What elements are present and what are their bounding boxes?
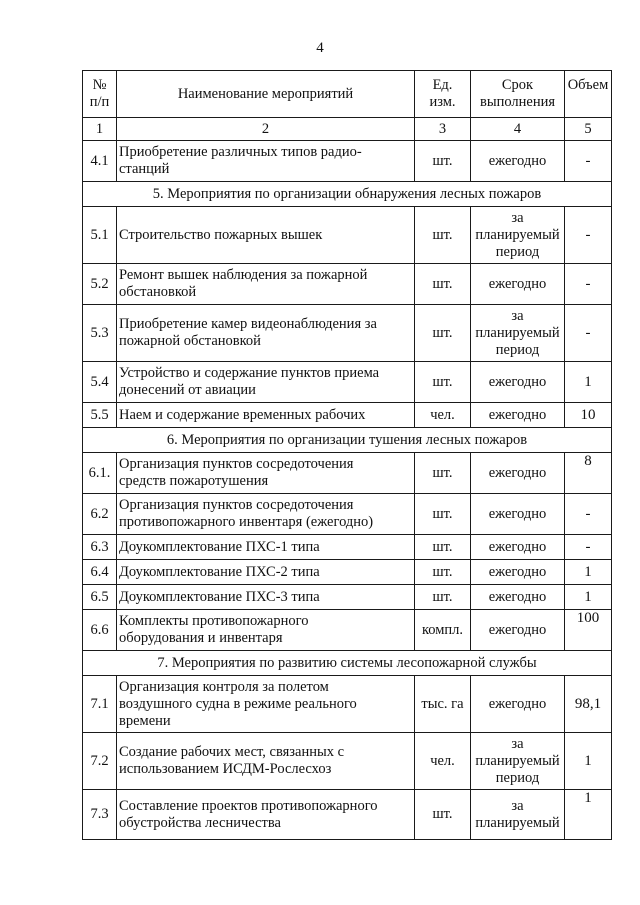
- row-name: Организация пунктов сосредоточения средств пожаротушения: [117, 453, 415, 494]
- row-name: Комплекты противопожарного оборудования и инвентаря: [117, 610, 415, 651]
- row-volume: -: [565, 305, 612, 362]
- row-unit: чел.: [415, 403, 471, 428]
- header-num: № п/п: [83, 71, 117, 118]
- row-unit: шт.: [415, 362, 471, 403]
- section-title: 6. Мероприятия по организации тушения лесных пожаров: [83, 428, 612, 453]
- table-row: [83, 560, 612, 585]
- row-unit: шт.: [415, 453, 471, 494]
- row-unit: шт.: [415, 585, 471, 610]
- row-volume: 1: [565, 585, 612, 610]
- row-unit: тыс. га: [415, 676, 471, 733]
- row-volume: 100: [565, 610, 612, 651]
- row-num: 5.3: [83, 305, 117, 362]
- row-term: за планируемый период: [471, 305, 565, 362]
- section-row: [83, 428, 612, 453]
- header-unit: Ед. изм.: [415, 71, 471, 118]
- row-term: ежегодно: [471, 676, 565, 733]
- row-name: Составление проектов противопожарного обустройства лесничества: [117, 790, 415, 840]
- row-term: ежегодно: [471, 403, 565, 428]
- header-volume: Объем: [565, 71, 612, 118]
- row-unit: шт.: [415, 264, 471, 305]
- row-unit: шт.: [415, 141, 471, 182]
- row-volume: 1: [565, 790, 612, 840]
- row-num: 6.4: [83, 560, 117, 585]
- row-term: ежегодно: [471, 494, 565, 535]
- row-unit: шт.: [415, 560, 471, 585]
- row-term: за планируемый период: [471, 207, 565, 264]
- section-row: [83, 651, 612, 676]
- index-cell: 3: [415, 118, 471, 141]
- row-name: Доукомплектование ПХС-2 типа: [117, 560, 415, 585]
- row-term: ежегодно: [471, 610, 565, 651]
- row-volume: 1: [565, 362, 612, 403]
- row-volume: 1: [565, 733, 612, 790]
- row-name: Доукомплектование ПХС-1 типа: [117, 535, 415, 560]
- table-row: [83, 585, 612, 610]
- row-volume: 8: [565, 453, 612, 494]
- row-name: Доукомплектование ПХС-3 типа: [117, 585, 415, 610]
- column-index-row: [83, 118, 612, 141]
- header-name: Наименование мероприятий: [117, 71, 415, 118]
- index-cell: 2: [117, 118, 415, 141]
- table-row: [83, 535, 612, 560]
- row-name: Приобретение различных типов радио- станций: [117, 141, 415, 182]
- row-term: за планируемый период: [471, 733, 565, 790]
- row-term: ежегодно: [471, 535, 565, 560]
- row-num: 5.4: [83, 362, 117, 403]
- row-volume: -: [565, 535, 612, 560]
- table-row: [83, 264, 612, 305]
- table-row: [83, 610, 612, 651]
- row-unit: шт.: [415, 494, 471, 535]
- row-unit: шт.: [415, 305, 471, 362]
- section-title: 5. Мероприятия по организации обнаружения лесных пожаров: [83, 182, 612, 207]
- row-name: Ремонт вышек наблюдения за пожарной обстановкой: [117, 264, 415, 305]
- row-term: за планируемый: [471, 790, 565, 840]
- row-unit: шт.: [415, 207, 471, 264]
- page-number: 4: [316, 40, 324, 56]
- table-row: [83, 733, 612, 790]
- row-term: ежегодно: [471, 264, 565, 305]
- row-volume: -: [565, 207, 612, 264]
- row-volume: -: [565, 141, 612, 182]
- row-term: ежегодно: [471, 560, 565, 585]
- table-row: [83, 494, 612, 535]
- row-num: 6.3: [83, 535, 117, 560]
- row-unit: шт.: [415, 535, 471, 560]
- index-cell: 4: [471, 118, 565, 141]
- row-volume: 1: [565, 560, 612, 585]
- row-num: 6.6: [83, 610, 117, 651]
- row-name: Строительство пожарных вышек: [117, 207, 415, 264]
- row-name: Организация пунктов сосредоточения противопожарного инвентаря (ежегодно): [117, 494, 415, 535]
- row-term: ежегодно: [471, 141, 565, 182]
- row-unit: чел.: [415, 733, 471, 790]
- row-num: 5.1: [83, 207, 117, 264]
- row-num: 6.2: [83, 494, 117, 535]
- row-num: 5.5: [83, 403, 117, 428]
- table-row: [83, 305, 612, 362]
- table-row: [83, 362, 612, 403]
- table-row: [83, 453, 612, 494]
- table-row: [83, 676, 612, 733]
- row-volume: 98,1: [565, 676, 612, 733]
- row-volume: -: [565, 264, 612, 305]
- table-row: [83, 403, 612, 428]
- row-name: Создание рабочих мест, связанных с использованием ИСДМ-Рослесхоз: [117, 733, 415, 790]
- table-row: [83, 790, 612, 840]
- row-name: Приобретение камер видеонаблюдения за пожарной обстановкой: [117, 305, 415, 362]
- row-term: ежегодно: [471, 453, 565, 494]
- index-cell: 5: [565, 118, 612, 141]
- row-num: 4.1: [83, 141, 117, 182]
- section-row: [83, 182, 612, 207]
- row-num: 7.1: [83, 676, 117, 733]
- row-num: 6.1.: [83, 453, 117, 494]
- table-row: [83, 207, 612, 264]
- row-num: 7.2: [83, 733, 117, 790]
- section-title: 7. Мероприятия по развитию системы лесопожарной службы: [83, 651, 612, 676]
- row-volume: -: [565, 494, 612, 535]
- index-cell: 1: [83, 118, 117, 141]
- header-term: Срок выполнения: [471, 71, 565, 118]
- table-row: [83, 141, 612, 182]
- row-term: ежегодно: [471, 585, 565, 610]
- row-name: Устройство и содержание пунктов приема донесений от авиации: [117, 362, 415, 403]
- row-unit: шт.: [415, 790, 471, 840]
- row-name: Наем и содержание временных рабочих: [117, 403, 415, 428]
- row-volume: 10: [565, 403, 612, 428]
- row-num: 6.5: [83, 585, 117, 610]
- activities-table: [82, 70, 612, 840]
- row-term: ежегодно: [471, 362, 565, 403]
- row-unit: компл.: [415, 610, 471, 651]
- row-name: Организация контроля за полетом воздушного судна в режиме реального времени: [117, 676, 415, 733]
- table-header-row: [83, 71, 612, 118]
- row-num: 5.2: [83, 264, 117, 305]
- row-num: 7.3: [83, 790, 117, 840]
